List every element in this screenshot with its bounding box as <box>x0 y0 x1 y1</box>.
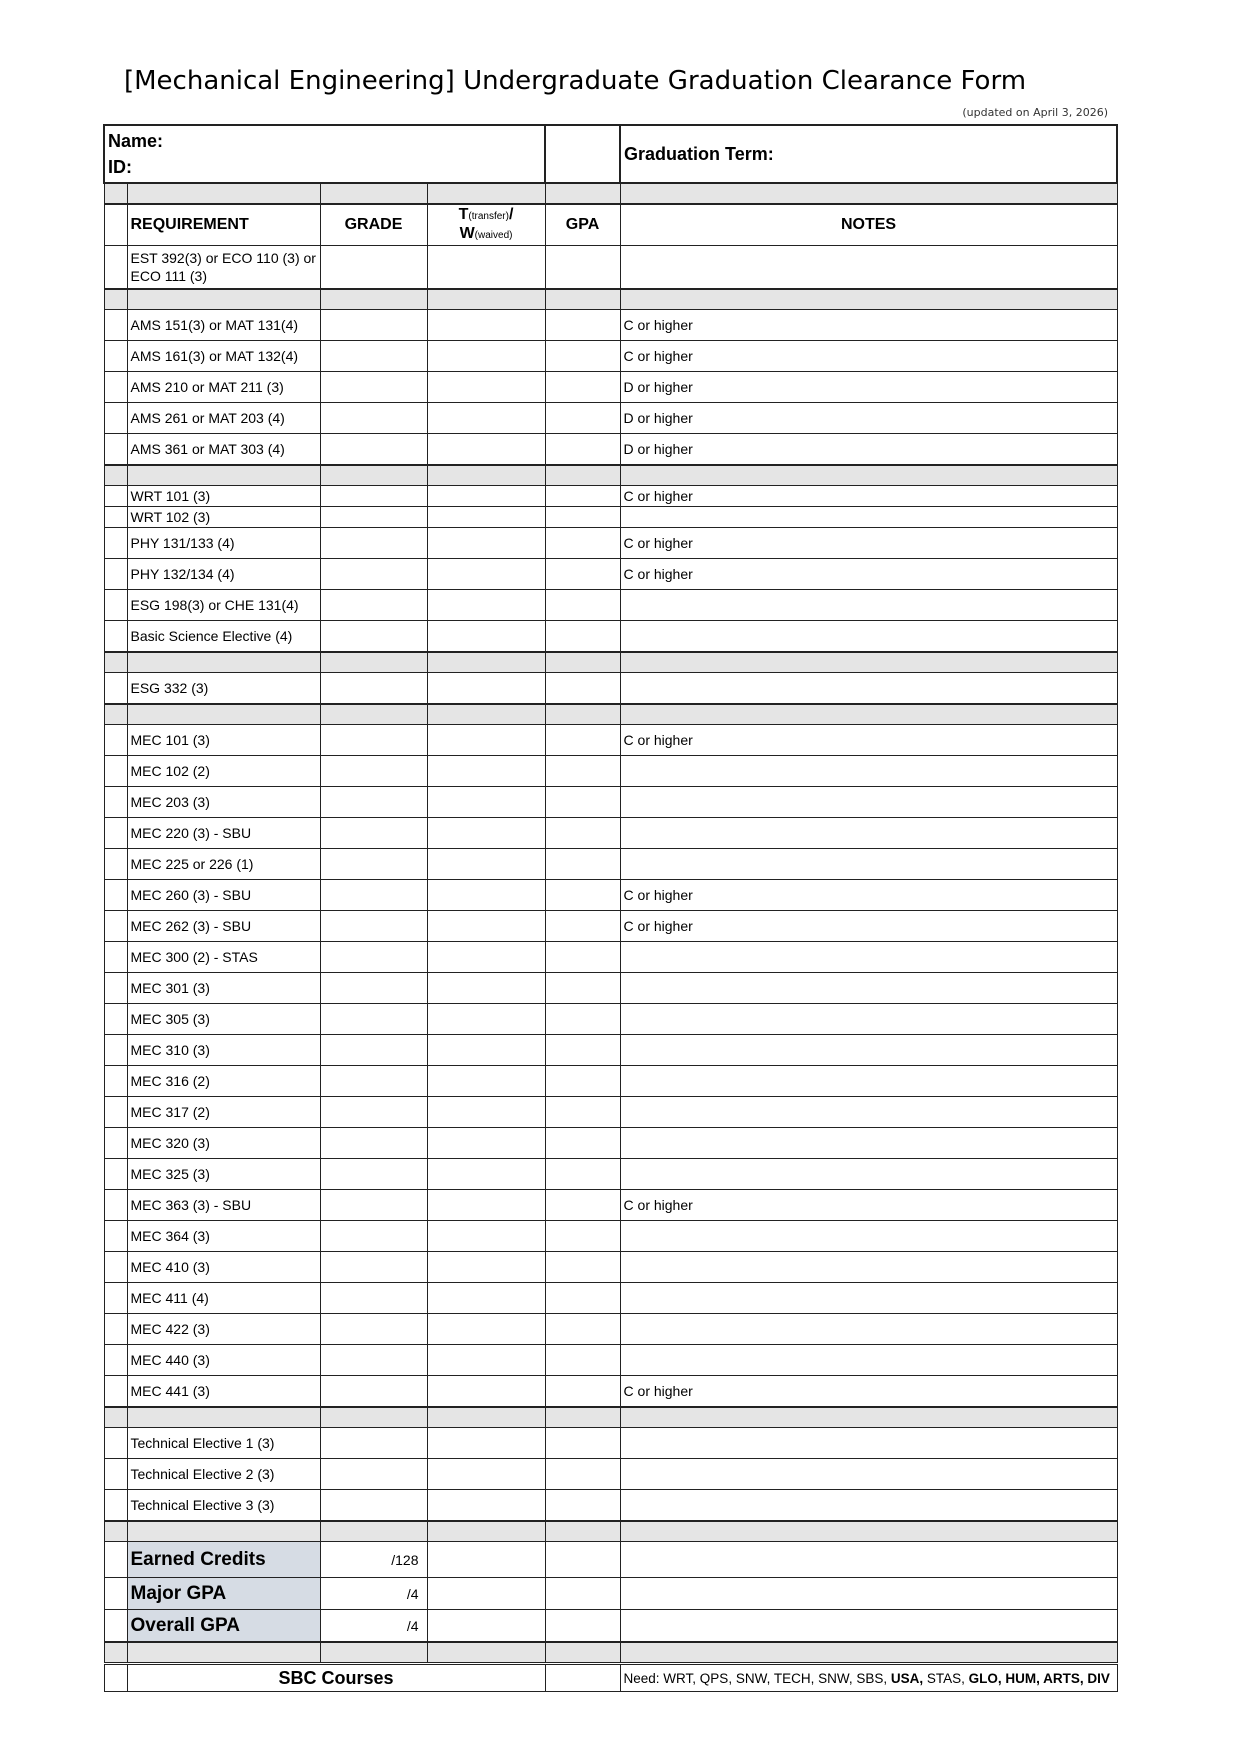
tw-cell[interactable] <box>427 528 545 559</box>
sbc-row <box>104 1664 1117 1692</box>
sbc-need-cell <box>620 1664 1117 1692</box>
clearance-table <box>103 124 1118 1692</box>
grade-cell[interactable] <box>320 756 427 787</box>
grade-cell[interactable] <box>320 1252 427 1283</box>
gpa-cell[interactable] <box>545 528 620 559</box>
tw-cell[interactable] <box>427 590 545 621</box>
earned-credits-value[interactable]: /128 <box>320 1542 427 1578</box>
grade-cell[interactable] <box>320 973 427 1004</box>
grade-cell[interactable] <box>320 246 427 290</box>
table-row <box>104 911 1117 942</box>
notes-cell <box>620 507 1117 528</box>
tw-cell[interactable] <box>427 787 545 818</box>
requirement-cell: AMS 261 or MAT 203 (4) <box>127 403 320 434</box>
table-row <box>104 590 1117 621</box>
table-row <box>104 434 1117 466</box>
grade-cell[interactable] <box>320 942 427 973</box>
col-requirement: REQUIREMENT <box>127 204 320 246</box>
table-row <box>104 818 1117 849</box>
tw-cell[interactable] <box>427 559 545 590</box>
table-row <box>104 1035 1117 1066</box>
notes-cell <box>620 1035 1117 1066</box>
notes-cell <box>620 1459 1117 1490</box>
gpa-cell[interactable] <box>545 911 620 942</box>
notes-cell <box>620 1314 1117 1345</box>
separator-row <box>104 465 1117 486</box>
grade-cell[interactable] <box>320 1066 427 1097</box>
tw-cell[interactable] <box>427 1490 545 1522</box>
grade-cell[interactable] <box>320 403 427 434</box>
table-row <box>104 725 1117 756</box>
table-row <box>104 973 1117 1004</box>
slash-label: / <box>508 206 514 223</box>
tw-cell[interactable] <box>427 911 545 942</box>
gpa-cell[interactable] <box>545 1664 620 1692</box>
table-row <box>104 1066 1117 1097</box>
gpa-cell[interactable] <box>545 1190 620 1221</box>
tw-cell[interactable] <box>427 1190 545 1221</box>
tw-cell[interactable] <box>427 849 545 880</box>
grade-cell[interactable] <box>320 1221 427 1252</box>
tw-cell[interactable] <box>427 403 545 434</box>
table-row <box>104 486 1117 507</box>
requirement-cell: WRT 101 (3) <box>127 486 320 507</box>
notes-cell <box>620 1221 1117 1252</box>
grade-cell[interactable] <box>320 1159 427 1190</box>
notes-cell: C or higher <box>620 725 1117 756</box>
notes-cell <box>620 787 1117 818</box>
gpa-cell[interactable] <box>545 1159 620 1190</box>
gpa-cell[interactable] <box>545 1376 620 1408</box>
grade-cell[interactable] <box>320 673 427 705</box>
grade-cell[interactable] <box>320 486 427 507</box>
grade-cell[interactable] <box>320 1314 427 1345</box>
sbc-need-mid: STAS, <box>923 1670 969 1686</box>
tw-cell[interactable] <box>427 1221 545 1252</box>
notes-cell: C or higher <box>620 880 1117 911</box>
overall-gpa-label: Overall GPA <box>127 1610 320 1643</box>
table-row <box>104 673 1117 705</box>
gpa-cell[interactable] <box>545 621 620 653</box>
requirement-cell: ESG 198(3) or CHE 131(4) <box>127 590 320 621</box>
sbc-need-usa: USA, <box>890 1670 924 1686</box>
grade-cell[interactable] <box>320 507 427 528</box>
tw-cell[interactable] <box>427 434 545 466</box>
notes-cell <box>620 1128 1117 1159</box>
requirement-cell: MEC 310 (3) <box>127 1035 320 1066</box>
tw-cell[interactable] <box>427 673 545 705</box>
requirement-cell: MEC 363 (3) - SBU <box>127 1190 320 1221</box>
w-small-label: (waived) <box>474 230 513 241</box>
grade-cell[interactable] <box>320 528 427 559</box>
student-info-row <box>104 125 1117 183</box>
requirement-cell: ESG 332 (3) <box>127 673 320 705</box>
requirement-cell: Technical Elective 3 (3) <box>127 1490 320 1522</box>
gpa-cell[interactable] <box>545 1459 620 1490</box>
grade-cell[interactable] <box>320 372 427 403</box>
requirement-cell: MEC 203 (3) <box>127 787 320 818</box>
name-id-cell[interactable] <box>104 125 545 183</box>
grade-cell[interactable] <box>320 1128 427 1159</box>
grade-cell[interactable] <box>320 1490 427 1522</box>
separator-row <box>104 704 1117 725</box>
tw-cell[interactable] <box>427 1376 545 1408</box>
gpa-cell[interactable] <box>545 1490 620 1522</box>
grade-cell[interactable] <box>320 849 427 880</box>
major-gpa-label: Major GPA <box>127 1578 320 1610</box>
tw-cell[interactable] <box>427 1459 545 1490</box>
table-row <box>104 1252 1117 1283</box>
table-row <box>104 1221 1117 1252</box>
requirement-cell: MEC 320 (3) <box>127 1128 320 1159</box>
notes-cell[interactable] <box>620 1610 1117 1643</box>
tw-cell[interactable] <box>427 486 545 507</box>
grade-cell[interactable] <box>320 818 427 849</box>
requirement-cell: MEC 316 (2) <box>127 1066 320 1097</box>
requirement-cell: MEC 300 (2) - STAS <box>127 942 320 973</box>
graduation-term-label[interactable]: Graduation Term: <box>620 125 1117 183</box>
separator-row <box>104 1521 1117 1542</box>
requirement-cell: MEC 101 (3) <box>127 725 320 756</box>
tw-cell[interactable] <box>427 1004 545 1035</box>
summary-row <box>104 1610 1117 1643</box>
gpa-cell[interactable] <box>545 434 620 466</box>
gpa-cell[interactable] <box>545 1035 620 1066</box>
notes-cell <box>620 973 1117 1004</box>
requirement-cell: MEC 262 (3) - SBU <box>127 911 320 942</box>
summary-row <box>104 1578 1117 1610</box>
gpa-cell[interactable] <box>545 1314 620 1345</box>
grade-cell[interactable] <box>320 1428 427 1459</box>
gpa-cell[interactable] <box>545 486 620 507</box>
grade-cell[interactable] <box>320 1190 427 1221</box>
tw-cell[interactable] <box>427 621 545 653</box>
tw-cell[interactable] <box>427 942 545 973</box>
tw-cell[interactable] <box>427 1035 545 1066</box>
gpa-cell[interactable] <box>545 1128 620 1159</box>
grade-cell[interactable] <box>320 310 427 341</box>
gpa-cell[interactable] <box>545 1004 620 1035</box>
tw-cell[interactable] <box>427 372 545 403</box>
requirement-cell: Technical Elective 2 (3) <box>127 1459 320 1490</box>
grade-cell[interactable] <box>320 434 427 466</box>
t-small-label: (transfer) <box>468 211 509 222</box>
notes-cell: C or higher <box>620 1376 1117 1408</box>
gpa-cell[interactable] <box>545 1578 620 1610</box>
notes-cell: D or higher <box>620 372 1117 403</box>
separator-row <box>104 183 1117 204</box>
tw-cell[interactable] <box>427 756 545 787</box>
tw-cell[interactable] <box>427 880 545 911</box>
gpa-cell[interactable] <box>545 1345 620 1376</box>
requirement-cell: MEC 301 (3) <box>127 973 320 1004</box>
earned-credits-label: Earned Credits <box>127 1542 320 1578</box>
notes-cell: C or higher <box>620 911 1117 942</box>
grade-cell[interactable] <box>320 787 427 818</box>
sbc-courses-label: SBC Courses <box>127 1664 545 1692</box>
gpa-cell[interactable] <box>545 756 620 787</box>
table-row <box>104 1428 1117 1459</box>
gpa-cell[interactable] <box>545 403 620 434</box>
requirement-cell: MEC 317 (2) <box>127 1097 320 1128</box>
notes-cell <box>620 1097 1117 1128</box>
grade-cell[interactable] <box>320 1004 427 1035</box>
grade-cell[interactable] <box>320 1283 427 1314</box>
table-row <box>104 528 1117 559</box>
info-blank-cell[interactable] <box>545 125 620 183</box>
notes-cell[interactable] <box>620 1542 1117 1578</box>
notes-cell: D or higher <box>620 434 1117 466</box>
col-notes: NOTES <box>620 204 1117 246</box>
grade-cell[interactable] <box>320 341 427 372</box>
separator-row <box>104 1642 1117 1664</box>
gpa-cell[interactable] <box>545 880 620 911</box>
notes-cell <box>620 1428 1117 1459</box>
requirement-cell: MEC 102 (2) <box>127 756 320 787</box>
requirement-cell: MEC 325 (3) <box>127 1159 320 1190</box>
tw-cell[interactable] <box>427 1128 545 1159</box>
grade-cell[interactable] <box>320 1376 427 1408</box>
table-row <box>104 621 1117 653</box>
table-row <box>104 1159 1117 1190</box>
grade-cell[interactable] <box>320 590 427 621</box>
requirement-cell: PHY 132/134 (4) <box>127 559 320 590</box>
notes-cell: C or higher <box>620 310 1117 341</box>
requirement-cell: Basic Science Elective (4) <box>127 621 320 653</box>
notes-cell: C or higher <box>620 559 1117 590</box>
tw-cell[interactable] <box>427 725 545 756</box>
notes-cell <box>620 818 1117 849</box>
overall-gpa-value[interactable]: /4 <box>320 1610 427 1643</box>
notes-cell <box>620 849 1117 880</box>
table-row <box>104 1097 1117 1128</box>
gpa-cell[interactable] <box>545 310 620 341</box>
notes-cell: C or higher <box>620 528 1117 559</box>
t-label: T <box>458 206 469 223</box>
requirement-cell: MEC 410 (3) <box>127 1252 320 1283</box>
notes-cell <box>620 1345 1117 1376</box>
notes-cell <box>620 673 1117 705</box>
requirement-cell: PHY 131/133 (4) <box>127 528 320 559</box>
tw-cell[interactable] <box>427 507 545 528</box>
gpa-cell[interactable] <box>545 590 620 621</box>
tw-cell[interactable] <box>427 1066 545 1097</box>
table-row <box>104 310 1117 341</box>
table-row <box>104 1345 1117 1376</box>
tw-cell[interactable] <box>427 1252 545 1283</box>
notes-cell: C or higher <box>620 1190 1117 1221</box>
gpa-cell[interactable] <box>545 849 620 880</box>
grade-cell[interactable] <box>320 725 427 756</box>
summary-row <box>104 1542 1117 1578</box>
tw-cell[interactable] <box>427 973 545 1004</box>
requirement-cell: AMS 210 or MAT 211 (3) <box>127 372 320 403</box>
tw-cell[interactable] <box>427 1345 545 1376</box>
name-label: Name: <box>108 131 164 151</box>
table-row <box>104 341 1117 372</box>
table-row <box>104 849 1117 880</box>
notes-cell <box>620 1283 1117 1314</box>
requirement-cell: AMS 151(3) or MAT 131(4) <box>127 310 320 341</box>
requirement-cell: MEC 225 or 226 (1) <box>127 849 320 880</box>
gpa-cell[interactable] <box>545 1252 620 1283</box>
table-row <box>104 1190 1117 1221</box>
gpa-cell[interactable] <box>545 246 620 290</box>
gpa-cell[interactable] <box>545 725 620 756</box>
separator-row <box>104 652 1117 673</box>
table-row <box>104 246 1117 290</box>
requirement-cell: Technical Elective 1 (3) <box>127 1428 320 1459</box>
requirement-cell: MEC 305 (3) <box>127 1004 320 1035</box>
header-row <box>104 204 1117 246</box>
gpa-cell[interactable] <box>545 787 620 818</box>
grade-cell[interactable] <box>320 621 427 653</box>
table-row <box>104 1490 1117 1522</box>
requirement-cell: MEC 364 (3) <box>127 1221 320 1252</box>
grade-cell[interactable] <box>320 1459 427 1490</box>
requirement-cell: MEC 422 (3) <box>127 1314 320 1345</box>
notes-cell: C or higher <box>620 341 1117 372</box>
table-row <box>104 1314 1117 1345</box>
gpa-cell[interactable] <box>545 942 620 973</box>
requirement-cell: MEC 440 (3) <box>127 1345 320 1376</box>
gpa-cell[interactable] <box>545 673 620 705</box>
notes-cell <box>620 590 1117 621</box>
sbc-need-bold: GLO, HUM, ARTS, DIV <box>968 1670 1110 1686</box>
sbc-need-prefix: Need: WRT, QPS, SNW, TECH, SNW, SBS, <box>623 1670 891 1686</box>
grade-cell[interactable] <box>320 1345 427 1376</box>
tw-cell[interactable] <box>427 1610 545 1643</box>
gpa-cell[interactable] <box>545 559 620 590</box>
table-row <box>104 1376 1117 1408</box>
tw-cell[interactable] <box>427 1159 545 1190</box>
table-row <box>104 1459 1117 1490</box>
gpa-cell[interactable] <box>545 1066 620 1097</box>
notes-cell <box>620 756 1117 787</box>
gpa-cell[interactable] <box>545 973 620 1004</box>
gpa-cell[interactable] <box>545 1097 620 1128</box>
notes-cell <box>620 621 1117 653</box>
gpa-cell[interactable] <box>545 1610 620 1643</box>
tw-cell[interactable] <box>427 1097 545 1128</box>
table-row <box>104 1283 1117 1314</box>
major-gpa-value[interactable]: /4 <box>320 1578 427 1610</box>
notes-cell: C or higher <box>620 486 1117 507</box>
table-row <box>104 787 1117 818</box>
gpa-cell[interactable] <box>545 1221 620 1252</box>
notes-cell <box>620 1490 1117 1522</box>
grade-cell[interactable] <box>320 559 427 590</box>
requirement-cell: MEC 260 (3) - SBU <box>127 880 320 911</box>
grade-cell[interactable] <box>320 1097 427 1128</box>
page-title: [Mechanical Engineering] Undergraduate Graduation Clearance Form <box>123 66 1027 96</box>
tw-cell[interactable] <box>427 310 545 341</box>
tw-cell[interactable] <box>427 1283 545 1314</box>
tw-cell[interactable] <box>427 341 545 372</box>
w-label: W <box>459 225 475 242</box>
notes-cell <box>620 942 1117 973</box>
notes-cell[interactable] <box>620 1578 1117 1610</box>
tw-cell[interactable] <box>427 246 545 290</box>
gpa-cell[interactable] <box>545 1542 620 1578</box>
table-row <box>104 942 1117 973</box>
tw-cell[interactable] <box>427 1314 545 1345</box>
gpa-cell[interactable] <box>545 1428 620 1459</box>
requirement-cell: AMS 361 or MAT 303 (4) <box>127 434 320 466</box>
table-row <box>104 880 1117 911</box>
separator-row <box>104 289 1117 310</box>
tw-cell[interactable] <box>427 818 545 849</box>
table-row <box>104 1128 1117 1159</box>
notes-cell: D or higher <box>620 403 1117 434</box>
table-row <box>104 756 1117 787</box>
col-transfer-waived <box>427 204 545 246</box>
gpa-cell[interactable] <box>545 341 620 372</box>
table-row <box>104 1004 1117 1035</box>
grade-cell[interactable] <box>320 880 427 911</box>
tw-cell[interactable] <box>427 1542 545 1578</box>
table-row <box>104 403 1117 434</box>
requirement-cell: MEC 441 (3) <box>127 1376 320 1408</box>
notes-cell <box>620 246 1117 290</box>
separator-row <box>104 1407 1117 1428</box>
updated-date: (updated on April 3, 2026) <box>962 106 1108 119</box>
requirement-cell: EST 392(3) or ECO 110 (3) or ECO 111 (3) <box>127 246 320 290</box>
tw-cell[interactable] <box>427 1578 545 1610</box>
col-gpa: GPA <box>545 204 620 246</box>
table-row <box>104 372 1117 403</box>
gpa-cell[interactable] <box>545 1283 620 1314</box>
requirement-cell: WRT 102 (3) <box>127 507 320 528</box>
notes-cell <box>620 1252 1117 1283</box>
gpa-cell[interactable] <box>545 507 620 528</box>
gpa-cell[interactable] <box>545 372 620 403</box>
notes-cell <box>620 1004 1117 1035</box>
col-grade: GRADE <box>320 204 427 246</box>
requirement-cell: MEC 220 (3) - SBU <box>127 818 320 849</box>
table-row <box>104 559 1117 590</box>
id-label: ID: <box>108 157 132 177</box>
notes-cell <box>620 1066 1117 1097</box>
notes-cell <box>620 1159 1117 1190</box>
requirement-cell: AMS 161(3) or MAT 132(4) <box>127 341 320 372</box>
tw-cell[interactable] <box>427 1428 545 1459</box>
grade-cell[interactable] <box>320 911 427 942</box>
grade-cell[interactable] <box>320 1035 427 1066</box>
gpa-cell[interactable] <box>545 818 620 849</box>
table-row <box>104 507 1117 528</box>
requirement-cell: MEC 411 (4) <box>127 1283 320 1314</box>
